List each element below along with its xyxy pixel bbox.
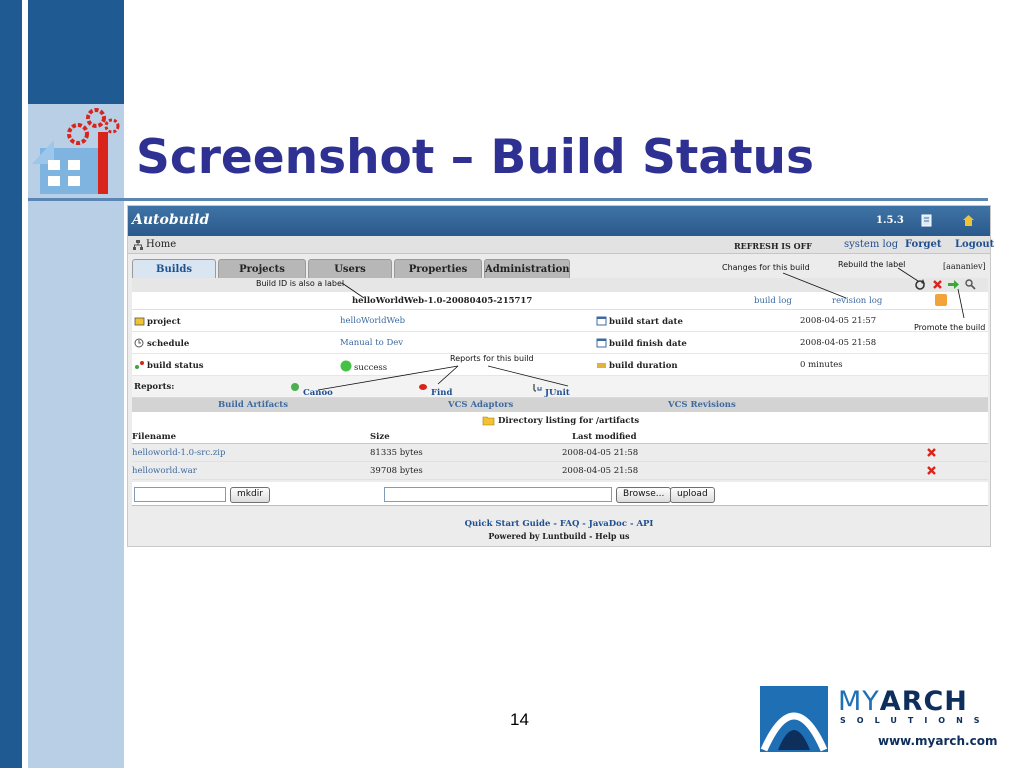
slide-title: Screenshot – Build Status — [136, 130, 814, 185]
build-id: helloWorldWeb-1.0-20080405-215717 — [352, 296, 533, 306]
system-log-link[interactable]: system log — [844, 239, 899, 250]
reports-row — [132, 376, 988, 398]
success-icon — [340, 360, 352, 372]
info-row-status — [132, 354, 988, 376]
annotation-rebuild: Rebuild the label — [838, 260, 906, 269]
info-row-project — [132, 310, 988, 332]
mkdir-button[interactable]: mkdir — [230, 487, 270, 503]
upload-file-input[interactable] — [384, 487, 612, 502]
logo-tagline: SOLUTIONS — [840, 716, 991, 725]
nav-home-link[interactable]: Home — [146, 239, 177, 250]
duration-icon — [596, 360, 607, 370]
modified-header: Last modified — [572, 432, 637, 442]
project-icon — [134, 316, 145, 326]
document-icon[interactable] — [920, 214, 933, 227]
calendar-icon — [596, 338, 607, 348]
annotation-changes: Changes for this build — [722, 263, 810, 272]
build-start-label: build start date — [596, 316, 683, 327]
app-version: 1.5.3 — [876, 215, 904, 226]
schedule-label: schedule — [134, 338, 189, 349]
rebuild-icon[interactable] — [914, 279, 926, 291]
annotation-promote: Promote the build — [914, 323, 986, 332]
directory-listing — [132, 412, 988, 430]
sitemap-icon — [132, 239, 144, 251]
info-row-schedule — [132, 332, 988, 354]
upload-button[interactable]: upload — [670, 487, 715, 503]
logout-link[interactable]: Logout — [955, 239, 995, 250]
current-user: [aananiev] — [943, 262, 986, 271]
canoo-icon — [290, 382, 301, 392]
clock-icon — [134, 338, 145, 348]
promote-arrow-icon[interactable] — [948, 279, 960, 290]
factory-gears-icon — [32, 104, 122, 196]
file-size: 39708 bytes — [370, 466, 423, 476]
search-icon[interactable] — [965, 279, 976, 290]
file-modified: 2008-04-05 21:58 — [562, 448, 639, 458]
file-size: 81335 bytes — [370, 448, 423, 458]
build-status-value: success — [340, 360, 387, 373]
build-status-label: build status — [134, 360, 204, 371]
rss-feed-icon[interactable] — [935, 294, 947, 306]
junit-report-link[interactable]: JUnit — [532, 382, 545, 393]
tab-properties[interactable]: Properties — [394, 259, 482, 278]
artifact-subtabs — [132, 398, 988, 412]
app-screenshot — [127, 205, 995, 547]
table-row — [132, 462, 988, 480]
annotation-reports: Reports for this build — [450, 354, 534, 363]
home-icon[interactable] — [962, 214, 975, 227]
status-icon — [134, 360, 145, 370]
delete-file-icon[interactable] — [926, 447, 937, 458]
junit-icon — [532, 382, 543, 392]
app-title: Autobuild — [132, 212, 210, 228]
browse-button[interactable]: Browse... — [616, 487, 671, 503]
refresh-status[interactable]: REFRESH IS OFF — [734, 241, 812, 251]
table-row — [132, 444, 988, 462]
filename-header: Filename — [132, 432, 176, 442]
file-modified: 2008-04-05 21:58 — [562, 466, 639, 476]
project-label: project — [134, 316, 181, 327]
title-divider — [28, 198, 988, 201]
subtab-build-artifacts[interactable]: Build Artifacts — [218, 400, 289, 410]
build-start-value: 2008-04-05 21:57 — [800, 316, 877, 326]
annotation-build-id: Build ID is also a label — [256, 279, 345, 288]
myarch-logo — [760, 686, 1000, 760]
nav-bar — [128, 236, 995, 254]
reports-label: Reports: — [134, 382, 175, 392]
build-finish-label: build finish date — [596, 338, 687, 349]
footer-powered-by: Powered by Luntbuild - Help us — [488, 531, 630, 541]
delete-build-icon[interactable] — [932, 279, 943, 290]
logo-wordmark: MYARCH — [838, 686, 968, 717]
tab-projects[interactable]: Projects — [218, 259, 306, 278]
delete-file-icon[interactable] — [926, 465, 937, 476]
folder-icon — [482, 415, 495, 426]
tab-builds[interactable]: Builds — [132, 259, 216, 278]
subtab-vcs-revisions[interactable]: VCS Revisions — [668, 400, 736, 410]
tab-administration[interactable]: Administration — [484, 259, 570, 278]
build-log-link[interactable]: build log — [754, 296, 792, 306]
bug-icon — [418, 382, 429, 392]
slide-left-bar — [0, 0, 22, 768]
calendar-icon — [596, 316, 607, 326]
slide-left-panel-top — [28, 0, 124, 104]
file-table-header — [132, 430, 988, 444]
directory-listing-title: Directory listing for /artifacts — [498, 416, 640, 426]
upload-form — [132, 482, 988, 506]
build-duration-label: build duration — [596, 360, 678, 371]
findbugs-report-link[interactable]: Find — [418, 382, 431, 393]
build-finish-value: 2008-04-05 21:58 — [800, 338, 877, 348]
schedule-value[interactable]: Manual to Dev — [340, 338, 404, 348]
tab-users[interactable]: Users — [308, 259, 392, 278]
forget-link[interactable]: Forget — [905, 239, 942, 250]
subtab-vcs-adaptors[interactable]: VCS Adaptors — [448, 400, 514, 410]
canoo-report-link[interactable]: Canoo — [290, 382, 303, 393]
file-link[interactable]: helloworld-1.0-src.zip — [132, 448, 226, 458]
myarch-logo-mark — [760, 686, 828, 752]
footer-links[interactable]: Quick Start Guide - FAQ - JavaDoc - API — [464, 519, 654, 529]
page-number: 14 — [510, 710, 529, 729]
app-header — [128, 206, 990, 236]
logo-url: www.myarch.com — [878, 734, 998, 748]
mkdir-input[interactable] — [134, 487, 226, 502]
revision-log-link[interactable]: revision log — [832, 296, 883, 306]
build-duration-value: 0 minutes — [800, 360, 843, 370]
file-link[interactable]: helloworld.war — [132, 466, 197, 476]
size-header: Size — [370, 432, 390, 442]
project-value[interactable]: helloWorldWeb — [340, 316, 406, 326]
